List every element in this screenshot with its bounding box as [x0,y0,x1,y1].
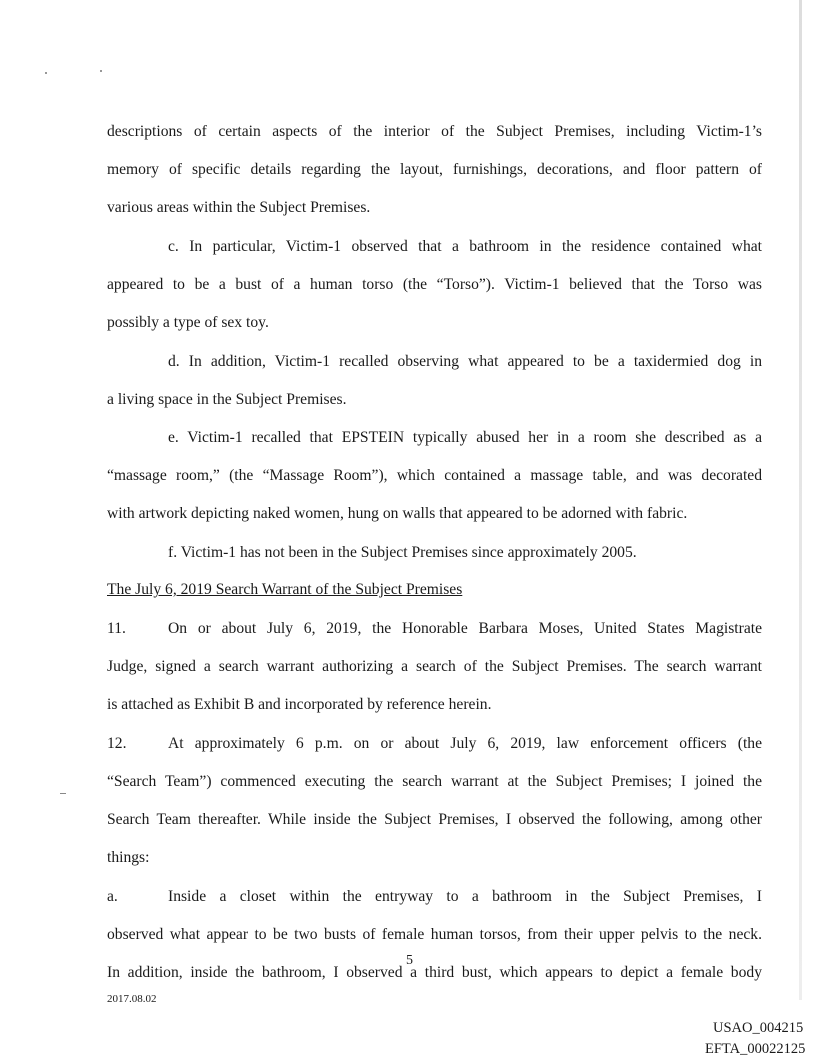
body-line: things: [107,849,150,866]
body-line: At approximately 6 p.m. on or about July 6, 2019, law enforcement officers (the [168,735,762,752]
body-line: observed what appear to be two busts of female human torsos, from their upper pelvis to the neck. [107,926,762,943]
scan-mark [60,793,66,794]
section-heading: The July 6, 2019 Search Warrant of the Subject Premises [107,581,463,598]
body-line: “Search Team”) commenced executing the search warrant at the Subject Premises; I joined the [107,773,762,790]
body-line: Judge, signed a search warrant authorizing a search of the Subject Premises. The search warrant [107,658,762,675]
body-line: possibly a type of sex toy. [107,314,269,331]
body-line: appeared to be a bust of a human torso (the “Torso”). Victim-1 believed that the Torso was [107,276,762,293]
body-line: f. Victim-1 has not been in the Subject Premises since approximately 2005. [168,544,637,561]
body-line: e. Victim-1 recalled that EPSTEIN typically abused her in a room she described as a [168,429,762,446]
body-line: d. In addition, Victim-1 recalled observing what appeared to be a taxidermied dog in [168,353,762,370]
body-line: a living space in the Subject Premises. [107,391,347,408]
page-number: 5 [406,953,413,968]
body-line: Search Team thereafter. While inside the Subject Premises, I observed the following, among other [107,811,762,828]
body-line: c. In particular, Victim-1 observed that a bathroom in the residence contained what [168,238,762,255]
scan-edge [799,0,802,1000]
paragraph-number: 12. [107,735,127,752]
scan-speck [45,72,47,74]
body-line: “massage room,” (the “Massage Room”), which contained a massage table, and was decorated [107,467,762,484]
body-line: with artwork depicting naked women, hung on walls that appeared to be adorned with fabric. [107,505,688,522]
paragraph-number: 11. [107,620,126,637]
body-line: On or about July 6, 2019, the Honorable Barbara Moses, United States Magistrate [168,620,762,637]
body-line: various areas within the Subject Premises. [107,199,371,216]
paragraph-number: a. [107,888,118,905]
scan-speck [100,70,102,72]
body-line: Inside a closet within the entryway to a bathroom in the Subject Premises, I [168,888,762,905]
body-line: In addition, inside the bathroom, I observed a third bust, which appears to depict a female body [107,964,762,981]
bates-efta: EFTA_00022125 [705,1041,806,1057]
body-line: memory of specific details regarding the layout, furnishings, decorations, and floor pattern of [107,161,762,178]
bates-usao: USAO_004215 [713,1020,804,1036]
body-line: descriptions of certain aspects of the interior of the Subject Premises, including Victim-1’s [107,123,762,140]
date-code: 2017.08.02 [107,993,157,1005]
body-line: is attached as Exhibit B and incorporated by reference herein. [107,696,492,713]
